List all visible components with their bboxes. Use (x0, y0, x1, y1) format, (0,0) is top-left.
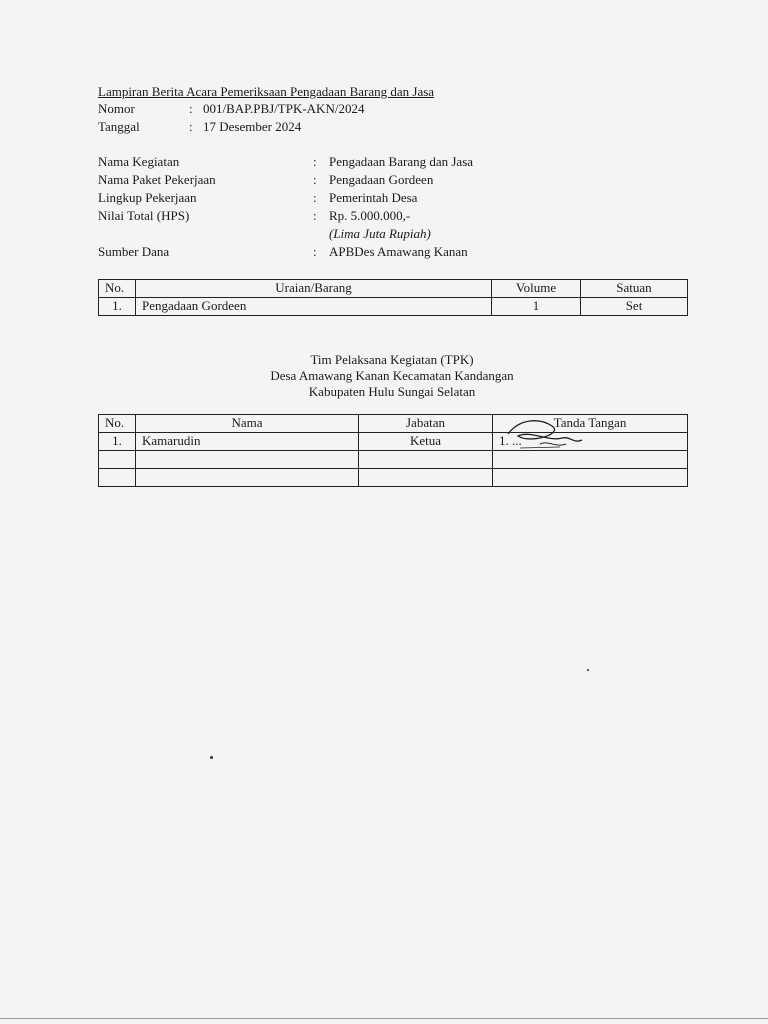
items-header-uraian: Uraian/Barang (136, 280, 492, 298)
team-heading-line2: Desa Amawang Kanan Kecamatan Kandangan (270, 368, 514, 383)
detail-value-nilai-total: Rp. 5.000.000,- (329, 208, 411, 223)
table-row (99, 433, 688, 451)
tanggal-value: 17 Desember 2024 (203, 119, 302, 134)
team-cell-no (99, 451, 136, 469)
table-row (99, 469, 688, 487)
team-cell-nama: Kamarudin (136, 433, 359, 451)
detail-label-nama-paket: Nama Paket Pekerjaan (98, 172, 216, 187)
items-cell-uraian: Pengadaan Gordeen (136, 298, 492, 316)
detail-label-nilai-total: Nilai Total (HPS) (98, 208, 190, 223)
items-header-satuan: Satuan (581, 280, 688, 298)
table-row (99, 451, 688, 469)
scan-speck (587, 669, 589, 671)
detail-label-sumber-dana: Sumber Dana (98, 244, 170, 259)
table-row (99, 298, 688, 316)
detail-colon: : (313, 190, 317, 205)
detail-value-nama-kegiatan: Pengadaan Barang dan Jasa (329, 154, 474, 169)
page-edge-line (0, 1018, 768, 1019)
team-cell-tanda-tangan: 1. ... (493, 433, 688, 451)
team-cell-nama (136, 451, 359, 469)
signature-image (500, 414, 590, 454)
team-cell-no: 1. (99, 433, 136, 451)
team-header-jabatan: Jabatan (359, 415, 493, 433)
team-table-header-row (99, 415, 688, 433)
nomor-label: Nomor (98, 101, 135, 116)
team-heading-line1: Tim Pelaksana Kegiatan (TPK) (310, 352, 474, 367)
detail-value-sumber-dana: APBDes Amawang Kanan (329, 244, 468, 259)
items-cell-satuan: Set (581, 298, 688, 316)
tanggal-label: Tanggal (98, 119, 140, 134)
detail-colon: : (313, 244, 317, 259)
detail-label-lingkup: Lingkup Pekerjaan (98, 190, 197, 205)
detail-value-terbilang: (Lima Juta Rupiah) (329, 226, 431, 241)
detail-label-nama-kegiatan: Nama Kegiatan (98, 154, 180, 169)
detail-value-nama-paket: Pengadaan Gordeen (329, 172, 434, 187)
team-cell-jabatan (359, 451, 493, 469)
items-table-header-row (99, 280, 688, 298)
team-cell-jabatan: Ketua (359, 433, 493, 451)
detail-value-lingkup: Pemerintah Desa (329, 190, 418, 205)
team-header-tanda-tangan: Tanda Tangan (493, 415, 688, 433)
detail-colon: : (313, 154, 317, 169)
scan-speck (210, 756, 213, 759)
document-title: Lampiran Berita Acara Pemeriksaan Pengadaan Barang dan Jasa (98, 84, 435, 99)
items-table (98, 279, 688, 316)
team-table (98, 414, 688, 487)
nomor-value: 001/BAP.PBJ/TPK-AKN/2024 (203, 101, 365, 116)
detail-colon: : (313, 172, 317, 187)
team-header-nama: Nama (136, 415, 359, 433)
team-cell-nama (136, 469, 359, 487)
items-cell-no: 1. (99, 298, 136, 316)
team-cell-tanda-tangan (493, 469, 688, 487)
tanggal-colon: : (189, 119, 193, 134)
detail-colon: : (313, 208, 317, 223)
team-header-no: No. (99, 415, 136, 433)
items-cell-volume: 1 (492, 298, 581, 316)
team-cell-no (99, 469, 136, 487)
team-heading-line3: Kabupaten Hulu Sungai Selatan (308, 384, 476, 399)
nomor-colon: : (189, 101, 193, 116)
items-header-volume: Volume (492, 280, 581, 298)
team-cell-jabatan (359, 469, 493, 487)
items-header-no: No. (99, 280, 136, 298)
